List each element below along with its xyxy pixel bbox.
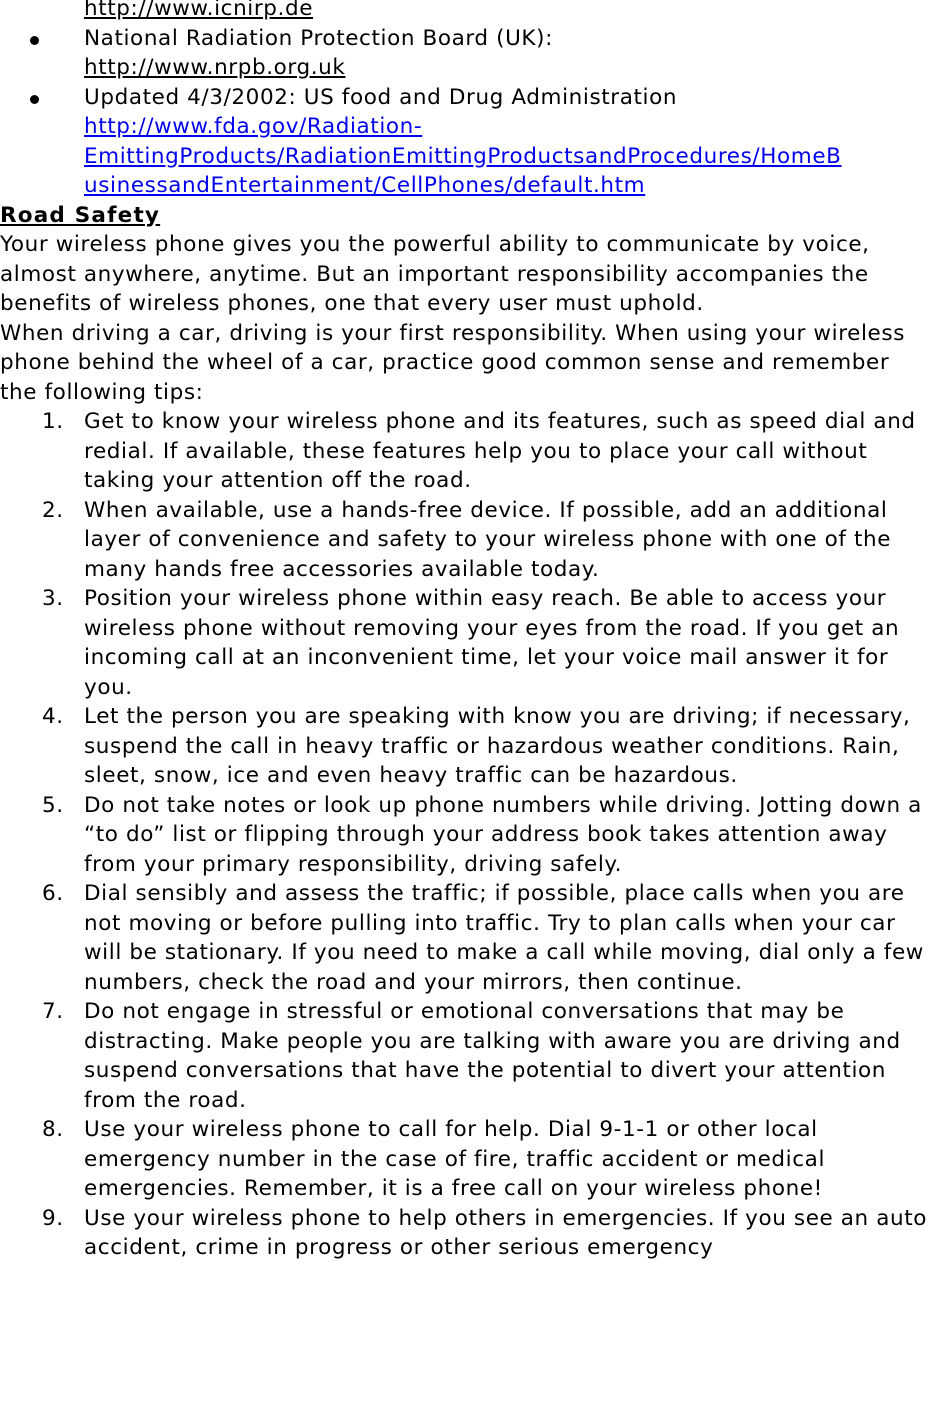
- fda-link-part-3[interactable]: usinessandEntertainment/CellPhones/default.htm: [84, 173, 646, 198]
- section-heading: Road Safety: [0, 202, 161, 228]
- tip-text: Use your wireless phone to help others in emergencies. If you see an auto accident, crime in progress or other serious emergency: [84, 1205, 928, 1260]
- source-label: Updated 4/3/2002: US food and Drug Administration: [84, 84, 678, 110]
- safety-tips-list: [0, 407, 931, 1263]
- fda-link-part-2[interactable]: EmittingProducts/RadiationEmittingProductsandProcedures/HomeB: [84, 143, 842, 169]
- source-item-fda: [0, 83, 931, 201]
- tip-text: Dial sensibly and assess the traffic; if possible, place calls when you are not moving or before pulling into traffic. Try to plan calls when your car will be stationary. If you need to make a call while moving, dial only a few numbers, check the road and your mirrors, then continue.: [84, 881, 924, 995]
- tip-item: [0, 791, 931, 880]
- intro-paragraph: Your wireless phone gives you the powerful ability to communicate by voice, almost anywhere, anytime. But an important responsibility accompanies the benefits of wireless phones, one that every user must uphold.: [0, 232, 870, 316]
- source-item-nrpb: [0, 24, 931, 83]
- tip-number: 5.: [42, 792, 64, 818]
- tip-item: [0, 407, 931, 496]
- tip-number: 6.: [42, 881, 64, 906]
- icnirp-link-line: [0, 0, 931, 24]
- source-link[interactable]: [84, 112, 931, 201]
- tip-text: Use your wireless phone to call for help. Dial 9-1-1 or other local emergency number in the case of fire, traffic accident or medical emergencies. Remember, it is a free call on your wireless phone!: [84, 1117, 826, 1201]
- tip-item: [0, 1204, 931, 1263]
- tip-number: 3.: [42, 586, 64, 611]
- tip-item: [0, 1115, 931, 1204]
- bullet-icon: [30, 95, 39, 104]
- tip-text: Let the person you are speaking with know you are driving; if necessary, suspend the call in heavy traffic or hazardous weather conditions. Rain, sleet, snow, ice and even heavy traffic can be hazardous.: [84, 704, 911, 788]
- nrpb-link[interactable]: http://www.nrpb.org.uk: [84, 55, 346, 80]
- tip-number: 1.: [42, 409, 64, 434]
- tip-item: [0, 879, 931, 997]
- tip-item: [0, 702, 931, 791]
- tip-text: When available, use a hands-free device. If possible, add an additional layer of convenience and safety to your wireless phone with one of the many hands free accessories available today.: [84, 497, 892, 582]
- fda-link-part-1[interactable]: http://www.fda.gov/Radiation-: [84, 114, 423, 139]
- tip-number: 9.: [42, 1205, 64, 1231]
- tip-text: Position your wireless phone within easy reach. Be able to access your wireless phone without removing your eyes from the road. If you get an incoming call at an inconvenient time, let your voice mail answer it for you.: [84, 586, 900, 700]
- source-link[interactable]: [84, 53, 931, 83]
- tip-item: [0, 584, 931, 702]
- tip-item: [0, 496, 931, 585]
- tip-item: [0, 997, 931, 1115]
- tip-number: 7.: [42, 999, 64, 1024]
- bullet-icon: [30, 36, 39, 45]
- tip-number: 8.: [42, 1117, 64, 1142]
- tip-text: Do not engage in stressful or emotional conversations that may be distracting. Make people you are talking with aware you are driving and suspend conversations that have the potential to divert your attention from the road.: [84, 999, 901, 1113]
- source-label: National Radiation Protection Board (UK):: [84, 25, 553, 51]
- tip-number: 2.: [42, 497, 64, 523]
- icnirp-link[interactable]: http://www.icnirp.de: [84, 0, 314, 21]
- tip-text: Get to know your wireless phone and its features, such as speed dial and redial. If available, these features help you to place your call without taking your attention off the road.: [84, 409, 916, 493]
- tip-text: Do not take notes or look up phone numbers while driving. Jotting down a “to do” list or flipping through your address book takes attention away from your primary responsibility, driving safely.: [84, 792, 922, 877]
- tip-number: 4.: [42, 704, 64, 729]
- driving-paragraph: When driving a car, driving is your first responsibility. When using your wireless phone behind the wheel of a car, practice good common sense and remember the following tips:: [0, 320, 905, 405]
